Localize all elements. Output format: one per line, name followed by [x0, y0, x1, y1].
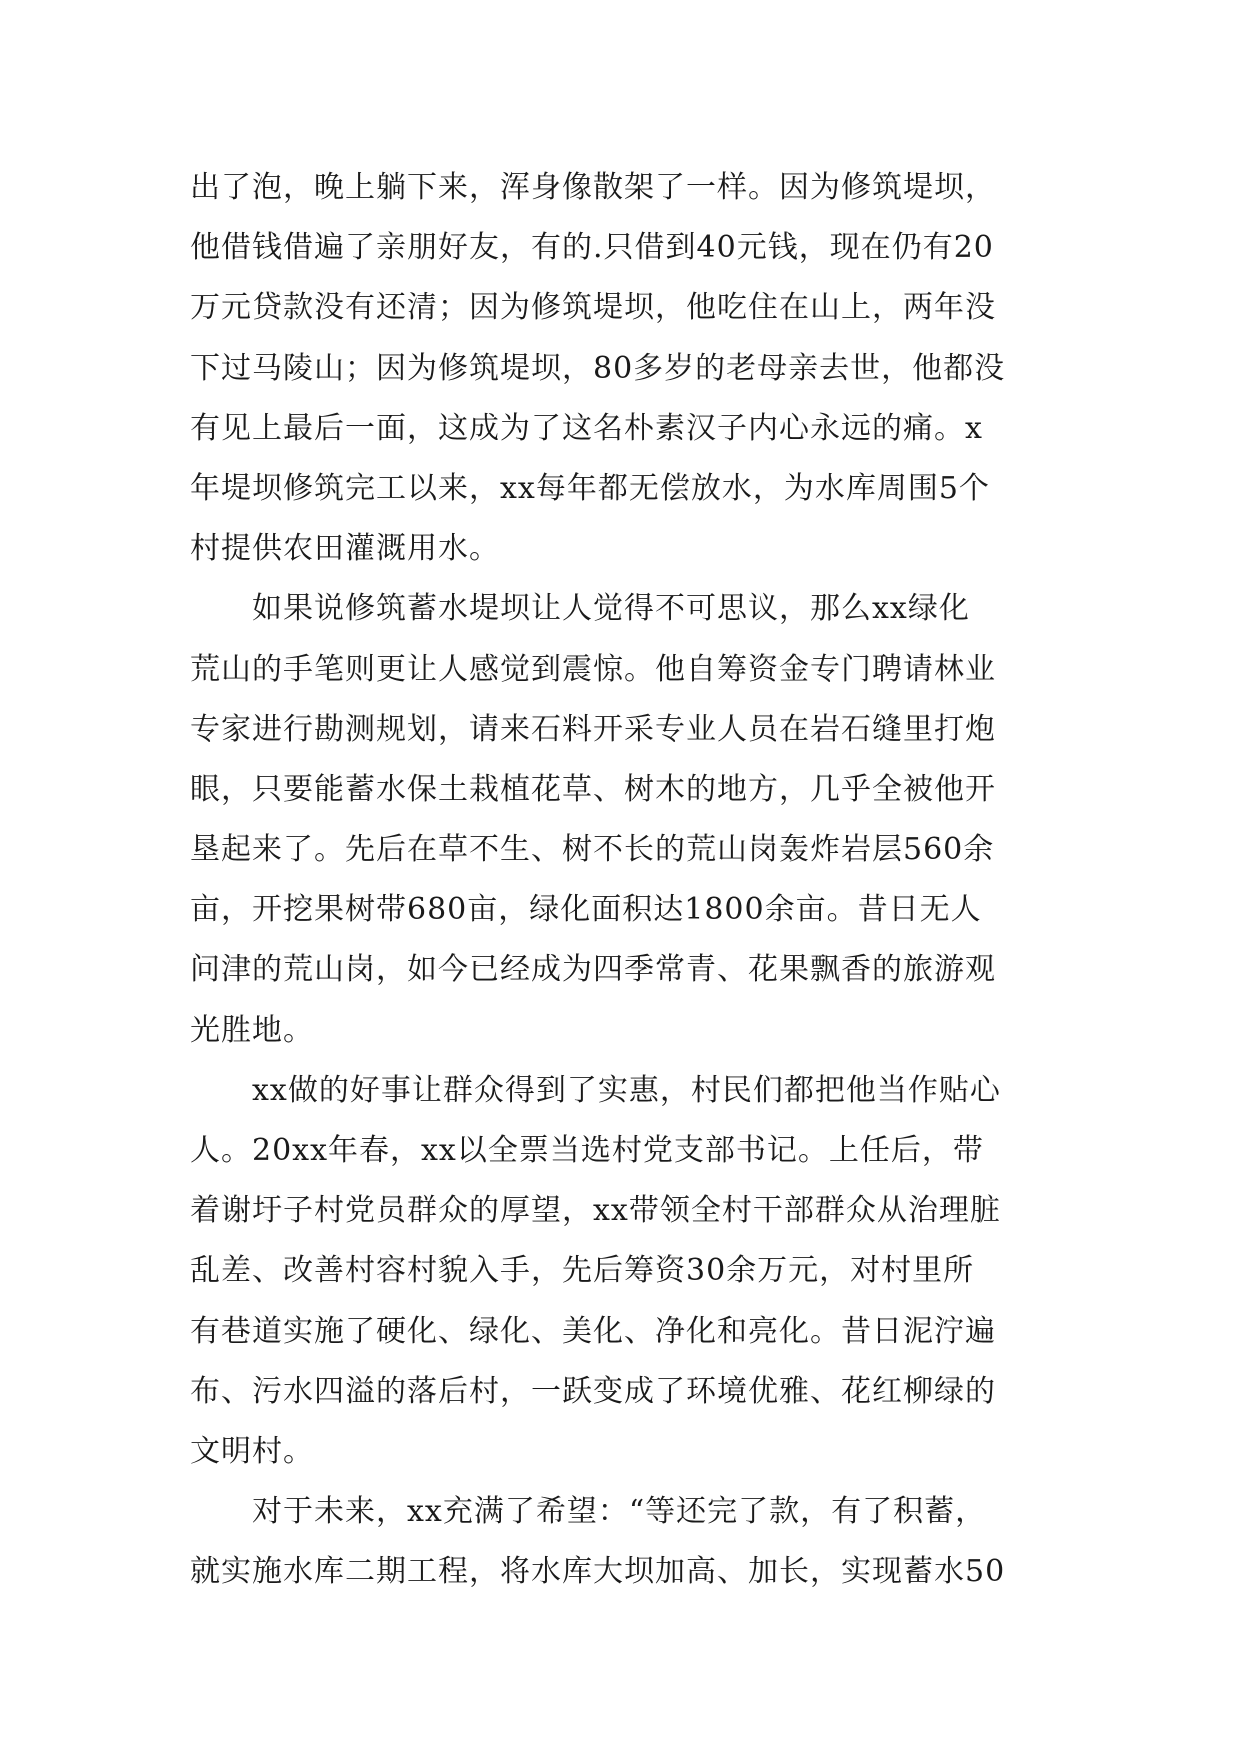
text-line: 亩，开挖果树带680亩，绿化面积达1800余亩。昔日无人 [190, 892, 982, 928]
text-line: 村提供农田灌溉用水。 [190, 531, 500, 567]
paragraph [190, 1482, 1070, 1602]
text-line: 问津的荒山岗，如今已经成为四季常青、花果飘香的旅游观 [190, 952, 996, 988]
text-line: 专家进行勘测规划，请来石料开采专业人员在岩石缝里打炮 [190, 711, 996, 747]
paragraph [190, 158, 1070, 579]
text-line: 垦起来了。先后在草不生、树不长的荒山岗轰炸岩层560余 [190, 832, 995, 868]
text-line: 荒山的手笔则更让人感觉到震惊。他自筹资金专门聘请林业 [190, 651, 996, 687]
text-line: 乱差、改善村容村貌入手，先后筹资30余万元，对村里所 [190, 1253, 975, 1289]
text-line: 对于未来，xx充满了希望：“等还完了款，有了积蓄， [252, 1494, 987, 1530]
text-line: 有巷道实施了硬化、绿化、美化、净化和亮化。昔日泥泞遍 [190, 1313, 996, 1349]
text-line: 有见上最后一面，这成为了这名朴素汉子内心永远的痛。x [190, 410, 983, 446]
text-line: 下过马陵山；因为修筑堤坝，80多岁的老母亲去世，他都没 [190, 350, 1006, 386]
text-line: 光胜地。 [190, 1012, 314, 1048]
text-line: 万元贷款没有还清；因为修筑堤坝，他吃住在山上，两年没 [190, 290, 996, 326]
text-line: 着谢圩子村党员群众的厚望，xx带领全村干部群众从治理脏 [190, 1193, 1001, 1229]
text-line: 年堤坝修筑完工以来，xx每年都无偿放水，为水库周围5个 [190, 470, 990, 506]
paragraph [190, 579, 1070, 1061]
text-line: 他借钱借遍了亲朋好友，有的.只借到40元钱，现在仍有20 [190, 230, 994, 266]
paragraph [190, 1061, 1070, 1482]
text-line: 文明村。 [190, 1433, 314, 1469]
text-line: 眼，只要能蓄水保土栽植花草、树木的地方，几乎全被他开 [190, 771, 996, 807]
text-line: 出了泡，晚上躺下来，浑身像散架了一样。因为修筑堤坝， [190, 170, 996, 205]
text-line: 布、污水四溢的落后村，一跃变成了环境优雅、花红柳绿的 [190, 1373, 996, 1409]
text-line: 就实施水库二期工程，将水库大坝加高、加长，实现蓄水50 [190, 1554, 1006, 1590]
text-line: 如果说修筑蓄水堤坝让人觉得不可思议，那么xx绿化 [252, 591, 970, 627]
body-text [190, 158, 1070, 1603]
text-line: xx做的好事让群众得到了实惠，村民们都把他当作贴心 [252, 1072, 1001, 1108]
text-line: 人。20xx年春，xx以全票当选村党支部书记。上任后，带 [190, 1133, 984, 1168]
